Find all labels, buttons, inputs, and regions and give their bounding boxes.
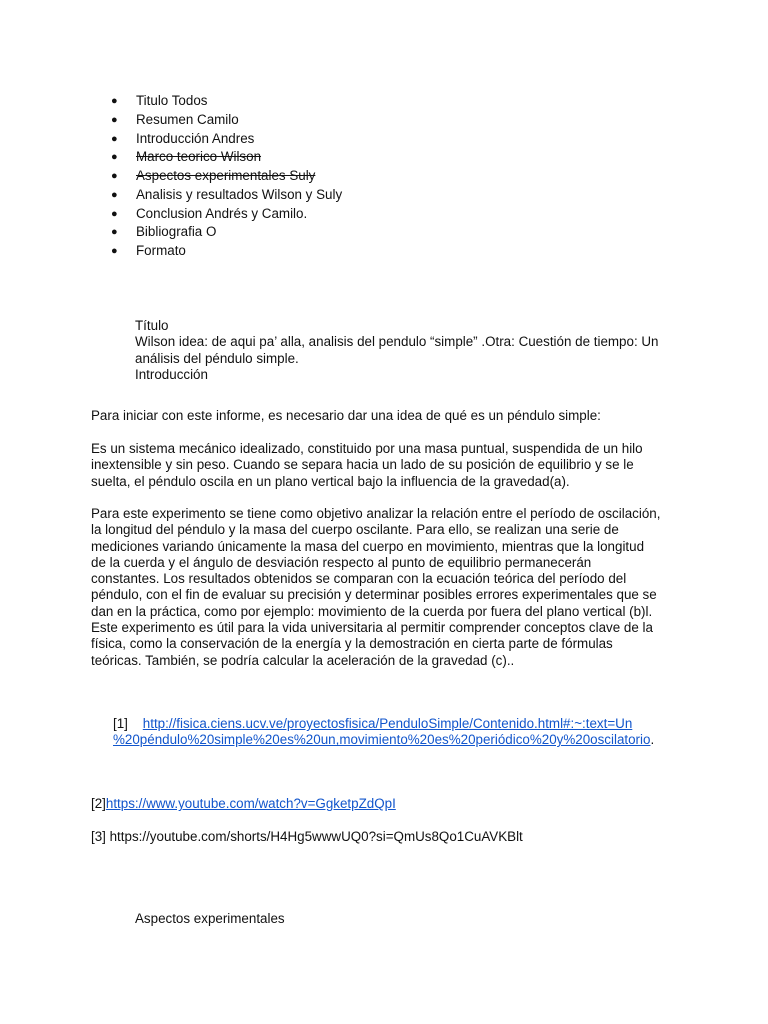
title-section xyxy=(135,318,695,383)
task-text-struck: Aspectos experimentales Suly xyxy=(136,168,316,183)
reference-number: [1] xyxy=(113,716,128,731)
reference-number: [2] xyxy=(91,796,106,811)
bullet-icon: ● xyxy=(111,245,118,257)
reference-3-text: [3] https://youtube.com/shorts/H4Hg5wwwUQ0?si=QmUs8Qo1CuAVKBlt xyxy=(91,829,523,844)
paragraph-line: mediciones variando únicamente la masa del cuerpo en movimiento, mientras que la longitud xyxy=(91,538,645,554)
reference-1-link-part-2[interactable]: %20péndulo%20simple%20es%20un,movimiento%20es%20periódico%20y%20oscilatorio xyxy=(113,732,651,748)
section-heading-text: Aspectos experimentales xyxy=(135,911,285,926)
introduction-heading: Introducción xyxy=(135,366,208,382)
paragraph-line: inextensible y sin peso. Cuando se separa hacia un lado de su posición de equilibrio y se le xyxy=(91,457,634,473)
paragraph-line: la longitud del péndulo y la masa del cuerpo oscilante. Para ello, se realizan una serie de xyxy=(91,522,619,538)
paragraph-line: Este experimento es útil para la vida universitaria al permitir comprender conceptos clave de la xyxy=(91,620,653,636)
reference-2-link[interactable]: https://www.youtube.com/watch?v=GgketpZdQpI xyxy=(105,796,396,811)
task-list xyxy=(111,92,342,261)
task-text: Resumen Camilo xyxy=(136,111,239,127)
reference-1 xyxy=(113,716,654,749)
bullet-icon: ● xyxy=(111,226,118,239)
reference-1-link-part-1[interactable]: http://fisica.ciens.ucv.ve/proyectosfisica/PenduloSimple/Contenido.html#:~:text=Un xyxy=(142,716,633,731)
reference-1-suffix: . xyxy=(650,732,655,748)
title-heading: Título xyxy=(135,318,169,333)
task-text: Analisis y resultados Wilson y Suly xyxy=(136,186,343,202)
bullet-icon: ● xyxy=(111,188,118,201)
paragraph-line: física, como la conservación de la energía y la demostración en cierta parte de fórmulas xyxy=(91,636,613,652)
paragraph-line: de la cuerda y el ángulo de desviación respecto al punto de equilibrio permanecerán xyxy=(91,554,592,570)
bullet-icon: ● xyxy=(111,95,118,107)
task-text: Conclusion Andrés y Camilo. xyxy=(136,205,308,221)
title-idea-line-2: análisis del péndulo simple. xyxy=(135,350,299,366)
bullet-icon: ● xyxy=(111,207,118,220)
paragraph-line: Para este experimento se tiene como objetivo analizar la relación entre el período de oscilación, xyxy=(91,506,661,521)
list-item xyxy=(111,148,342,167)
list-item xyxy=(111,242,342,261)
definition-paragraph xyxy=(91,441,691,490)
bullet-icon: ● xyxy=(111,151,118,164)
reference-3 xyxy=(91,829,523,845)
task-text: Titulo Todos xyxy=(136,93,208,108)
list-item xyxy=(111,111,342,130)
list-item xyxy=(111,130,342,149)
list-item xyxy=(111,205,342,224)
title-idea-line-1: Wilson idea: de aqui pa’ alla, analisis del pendulo “simple” .Otra: Cuestión de tiempo: Un xyxy=(135,334,659,350)
paragraph-line: péndulo, con el fin de evaluar su precisión y determinar posibles errores experimentales que se xyxy=(91,587,657,603)
paragraph-line: suelta, el péndulo oscila en un plano vertical bajo la influencia de la gravedad(a). xyxy=(91,473,570,489)
bullet-icon: ● xyxy=(111,113,118,126)
task-text: Formato xyxy=(136,243,186,258)
list-item xyxy=(111,92,342,111)
bullet-icon: ● xyxy=(111,170,118,182)
task-text-struck: Marco teorico Wilson xyxy=(136,149,262,165)
paragraph-line: Es un sistema mecánico idealizado, constituido por una masa puntual, suspendida de un hilo xyxy=(91,441,643,456)
task-text: Bibliografia O xyxy=(136,224,217,240)
objective-paragraph xyxy=(91,506,691,669)
intro-paragraph xyxy=(91,408,691,424)
list-item xyxy=(111,186,342,205)
list-item xyxy=(111,167,342,186)
paragraph-line: constantes. Los resultados obtenidos se comparan con la ecuación teórica del período del xyxy=(91,571,627,587)
paragraph-line: dan en la práctica, como por ejemplo: movimiento de la cuerda por fuera del plano vertical (b)l. xyxy=(91,603,653,619)
paragraph-line: Para iniciar con este informe, es necesario dar una idea de qué es un péndulo simple: xyxy=(91,408,601,423)
section-heading xyxy=(135,911,285,927)
list-item xyxy=(111,223,342,242)
paragraph-line: teóricas. También, se podría calcular la aceleración de la gravedad (c).. xyxy=(91,652,515,668)
bullet-icon: ● xyxy=(111,132,118,145)
reference-2 xyxy=(91,796,396,812)
task-text: Introducción Andres xyxy=(136,130,255,146)
